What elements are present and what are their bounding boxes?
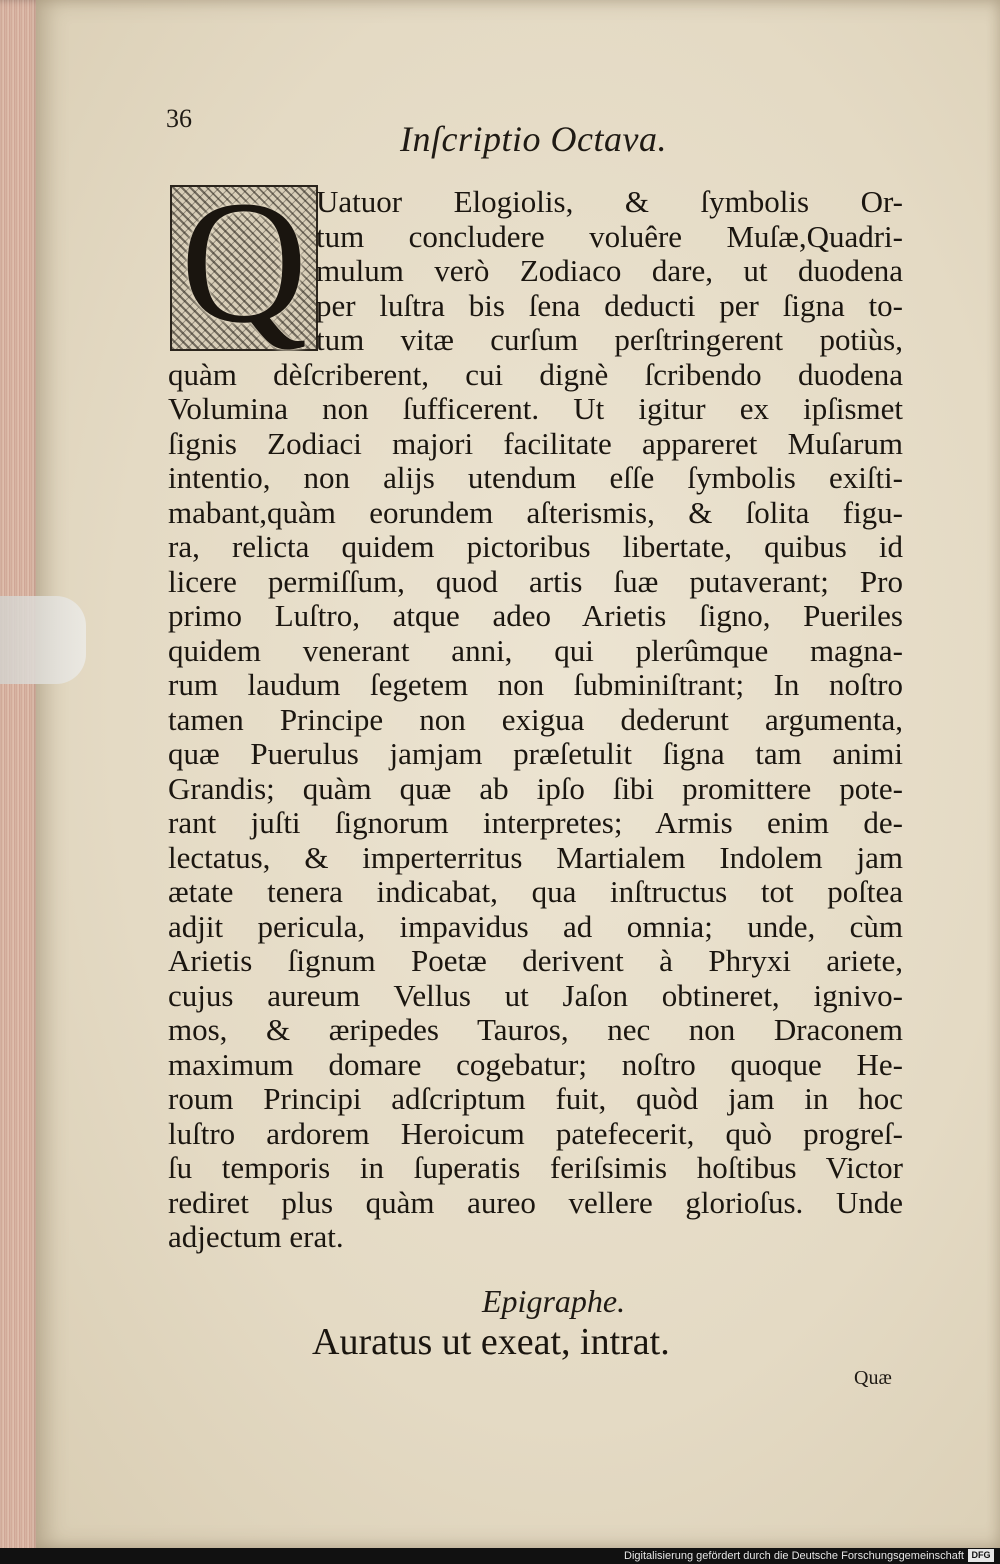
body-line: roum Principi adſcriptum fuit, quòd jam in hoc <box>168 1081 903 1116</box>
body-line: lectatus, & imperterritus Martialem Indolem jam <box>168 839 903 875</box>
body-line: intentio, non alijs utendum eſſe ſymbolis exiſti- <box>168 460 903 495</box>
body-line: mulum verò Zodiaco dare, ut duodena <box>316 253 903 288</box>
body-line: ra, relicta quidem pictoribus libertate, quibus id <box>168 529 903 564</box>
paper-slip <box>0 596 86 684</box>
body-line: primo Luſtro, atque adeo Arietis ſigno, Pueriles <box>168 598 903 633</box>
body-line: quæ Puerulus jamjam præſetulit ſigna tam animi <box>168 736 903 771</box>
body-line: rum laudum ſegetem non ſubminiſtrant; In noſtro <box>168 667 903 702</box>
body-line: quàm dèſcriberent, cui dignè ſcribendo duodena <box>168 356 903 392</box>
dfg-logo: DFG <box>968 1549 994 1562</box>
page-number: 36 <box>166 104 192 133</box>
body-line: luſtro ardorem Heroicum patefecerit, quò progreſ- <box>168 1115 903 1151</box>
body-line: quidem venerant anni, qui plerûmque magna- <box>168 632 903 668</box>
body-line: Volumina non ſufficerent. Ut igitur ex ipſismet <box>168 391 903 426</box>
body-line: adjectum erat. <box>168 1219 344 1254</box>
footer-credit: Digitalisierung gefördert durch die Deutsche Forschungsgemeinschaft <box>624 1550 964 1562</box>
body-line: tum vitæ curſum perſtringerent potiùs, <box>316 322 903 357</box>
body-line: Arietis ſignum Poetæ derivent à Phryxi ariete, <box>168 943 903 978</box>
body-line: ſu temporis in ſuperatis feriſsimis hoſtibus Victor <box>168 1150 903 1185</box>
body-line: maximum domare cogebatur; noſtro quoque He- <box>168 1046 903 1082</box>
catchword: Quæ <box>854 1367 892 1389</box>
body-line: mos, & æripedes Tauros, nec non Draconem <box>168 1012 903 1047</box>
body-line: per luſtra bis ſena deducti per ſigna to- <box>316 287 903 323</box>
body-line: ætate tenera indicabat, qua inſtructus tot poſtea <box>168 874 903 909</box>
body-line: rant juſti ſignorum interpretes; Armis enim de- <box>168 805 903 840</box>
body-text <box>168 185 903 1255</box>
body-line: mabant,quàm eorundem aſterismis, & ſolita figu- <box>168 494 903 530</box>
body-line: tum concludere voluêre Muſæ,Quadri- <box>316 218 903 254</box>
body-line: ſignis Zodiaci majori facilitate appareret Muſarum <box>168 425 903 461</box>
body-line: adjit pericula, impavidus ad omnia; unde, cùm <box>168 908 903 944</box>
epigraph-label: Epigraphe. <box>482 1283 626 1319</box>
epigraph: Auratus ut exeat, intrat. <box>312 1321 670 1363</box>
body-line: cujus aureum Vellus ut Jaſon obtineret, ignivo- <box>168 977 903 1013</box>
body-line: rediret plus quàm aureo vellere glorioſus. Unde <box>168 1184 903 1220</box>
body-line: Uatuor Elogiolis, & ſymbolis Or- <box>316 184 903 219</box>
running-head: Inſcriptio Octava. <box>400 119 667 159</box>
body-line: Grandis; quàm quæ ab ipſo ſibi promittere pote- <box>168 770 903 806</box>
body-line: tamen Principe non exigua dederunt argumenta, <box>168 701 903 737</box>
body-line: licere permiſſum, quod artis ſuæ putaverant; Pro <box>168 563 903 599</box>
initial-letter: Q <box>180 165 308 360</box>
